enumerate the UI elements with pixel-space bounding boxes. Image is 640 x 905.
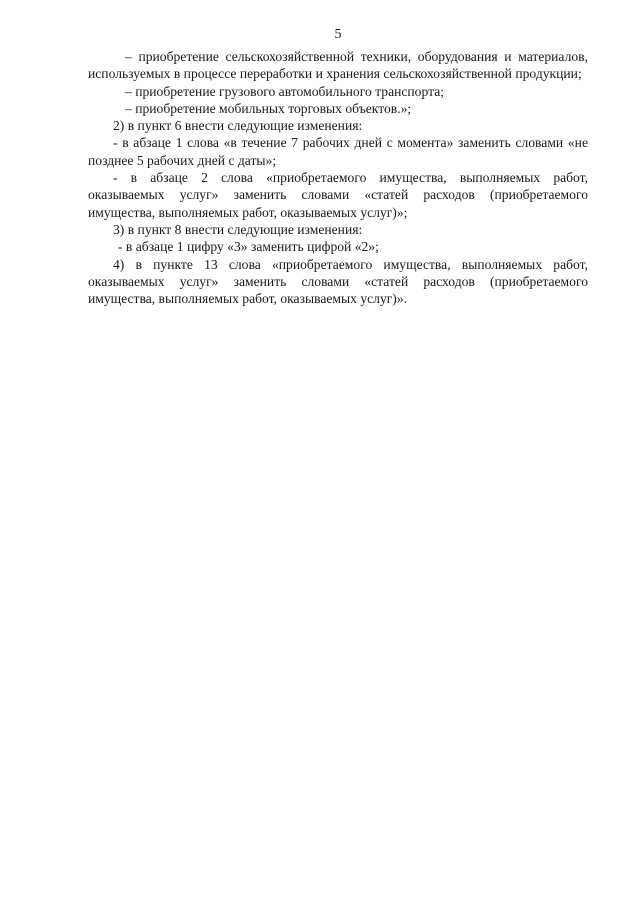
document-body [88,48,588,307]
paragraph-item-8-changes: 3) в пункт 8 внести следующие изменения: [113,221,363,237]
paragraph-item-6-abzac-2: - в абзаце 2 слова «приобретаемого имущества, выполняемых работ, оказываемых услуг» заменить словами «статей расходов (приобретаемого имущества, выполняемых работ, оказываемых услуг)»; [88,170,588,220]
paragraph-item-13-changes: 4) в пункте 13 слова «приобретаемого имущества, выполняемых работ, оказываемых услуг» заменить словами «статей расходов (приобретаемого имущества, выполняемых работ, оказываемых услуг)». [88,256,588,307]
page-number: 5 [334,27,342,42]
paragraph-mobile-retail-purchase: – приобретение мобильных торговых объектов.»; [125,100,412,116]
paragraph-item-6-changes: 2) в пункт 6 внести следующие изменения: [113,118,363,134]
paragraph-truck-purchase: – приобретение грузового автомобильного транспорта; [125,83,445,99]
paragraph-item-6-abzac-1: - в абзаце 1 слова «в течение 7 рабочих дней с момента» заменить словами «не позднее 5 рабочих дней с даты»; [88,135,588,168]
paragraph-item-8-abzac-1: - в абзаце 1 цифру «3» заменить цифрой «2»; [118,239,379,255]
paragraph-equipment-purchase: – приобретение сельскохозяйственной техники, оборудования и материалов, используемых в процессе переработки и хранения сельскохозяйственной продукции; [88,49,588,82]
